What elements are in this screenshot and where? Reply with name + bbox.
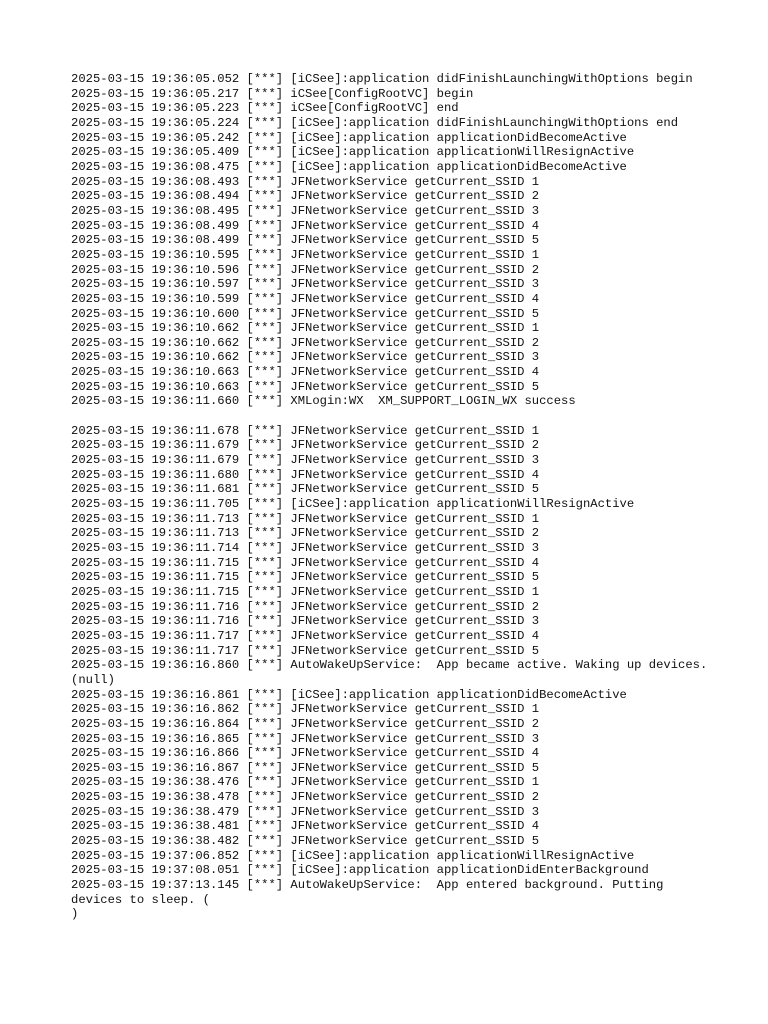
log-line: 2025-03-15 19:36:05.242 [***] [iCSee]:application applicationDidBecomeActive (71, 130, 627, 145)
log-line: 2025-03-15 19:36:08.475 [***] [iCSee]:application applicationDidBecomeActive (71, 159, 627, 174)
log-line: 2025-03-15 19:37:08.051 [***] [iCSee]:application applicationDidEnterBackground (71, 863, 649, 878)
log-line: 2025-03-15 19:36:10.599 [***] JFNetworkService getCurrent_SSID 4 (71, 291, 540, 306)
log-line: 2025-03-15 19:36:11.717 [***] JFNetworkService getCurrent_SSID 4 (71, 628, 540, 643)
log-line: 2025-03-15 19:36:10.662 [***] JFNetworkService getCurrent_SSID 1 (71, 321, 540, 336)
log-line: 2025-03-15 19:36:10.663 [***] JFNetworkService getCurrent_SSID 5 (71, 379, 540, 394)
log-line: 2025-03-15 19:36:05.224 [***] [iCSee]:application didFinishLaunchingWithOptions end (71, 115, 679, 130)
log-line: 2025-03-15 19:36:16.861 [***] [iCSee]:application applicationDidBecomeActive (71, 687, 627, 702)
log-line: 2025-03-15 19:36:16.862 [***] JFNetworkService getCurrent_SSID 1 (71, 702, 540, 717)
log-text-view (71, 72, 715, 922)
log-line: 2025-03-15 19:36:38.478 [***] JFNetworkService getCurrent_SSID 2 (71, 790, 540, 805)
log-line: 2025-03-15 19:36:11.716 [***] JFNetworkService getCurrent_SSID 2 (71, 599, 540, 614)
log-line: 2025-03-15 19:37:13.145 [***] AutoWakeUpService: App entered background. Putting devices to sleep. ( (71, 878, 671, 907)
log-line: 2025-03-15 19:36:05.217 [***] iCSee[ConfigRootVC] begin (71, 86, 474, 101)
log-line: ) (71, 907, 79, 922)
log-line: 2025-03-15 19:36:11.715 [***] JFNetworkService getCurrent_SSID 1 (71, 584, 540, 599)
log-line: 2025-03-15 19:36:16.866 [***] JFNetworkService getCurrent_SSID 4 (71, 746, 540, 761)
log-line: 2025-03-15 19:36:16.867 [***] JFNetworkService getCurrent_SSID 5 (71, 760, 540, 775)
log-line: 2025-03-15 19:36:11.716 [***] JFNetworkService getCurrent_SSID 3 (71, 614, 540, 629)
log-line: 2025-03-15 19:36:11.681 [***] JFNetworkService getCurrent_SSID 5 (71, 482, 540, 497)
log-line: 2025-03-15 19:37:06.852 [***] [iCSee]:application applicationWillResignActive (71, 848, 635, 863)
log-line: 2025-03-15 19:36:10.662 [***] JFNetworkService getCurrent_SSID 3 (71, 350, 540, 365)
log-line: 2025-03-15 19:36:11.679 [***] JFNetworkService getCurrent_SSID 2 (71, 438, 540, 453)
log-line: 2025-03-15 19:36:10.662 [***] JFNetworkService getCurrent_SSID 2 (71, 335, 540, 350)
log-line: 2025-03-15 19:36:05.223 [***] iCSee[ConfigRootVC] end (71, 101, 459, 116)
log-line: 2025-03-15 19:36:38.482 [***] JFNetworkService getCurrent_SSID 5 (71, 834, 540, 849)
log-line: 2025-03-15 19:36:08.494 [***] JFNetworkService getCurrent_SSID 2 (71, 189, 540, 204)
log-line: 2025-03-15 19:36:08.495 [***] JFNetworkService getCurrent_SSID 3 (71, 203, 540, 218)
log-line: 2025-03-15 19:36:08.493 [***] JFNetworkService getCurrent_SSID 1 (71, 174, 540, 189)
log-line: 2025-03-15 19:36:08.499 [***] JFNetworkService getCurrent_SSID 5 (71, 233, 540, 248)
log-line: 2025-03-15 19:36:11.713 [***] JFNetworkService getCurrent_SSID 1 (71, 511, 540, 526)
log-line: 2025-03-15 19:36:16.860 [***] AutoWakeUpService: App became active. Waking up devices. (null) (71, 658, 715, 687)
log-line: 2025-03-15 19:36:10.595 [***] JFNetworkService getCurrent_SSID 1 (71, 247, 540, 262)
log-line: 2025-03-15 19:36:11.680 [***] JFNetworkService getCurrent_SSID 4 (71, 467, 540, 482)
log-line: 2025-03-15 19:36:05.409 [***] [iCSee]:application applicationWillResignActive (71, 145, 635, 160)
log-line: 2025-03-15 19:36:10.663 [***] JFNetworkService getCurrent_SSID 4 (71, 365, 540, 380)
log-line: 2025-03-15 19:36:11.717 [***] JFNetworkService getCurrent_SSID 5 (71, 643, 540, 658)
log-line: 2025-03-15 19:36:10.597 [***] JFNetworkService getCurrent_SSID 3 (71, 277, 540, 292)
log-line: 2025-03-15 19:36:11.705 [***] [iCSee]:application applicationWillResignActive (71, 497, 635, 512)
log-line: 2025-03-15 19:36:38.476 [***] JFNetworkService getCurrent_SSID 1 (71, 775, 540, 790)
log-line: 2025-03-15 19:36:10.600 [***] JFNetworkService getCurrent_SSID 5 (71, 306, 540, 321)
log-line: 2025-03-15 19:36:16.864 [***] JFNetworkService getCurrent_SSID 2 (71, 716, 540, 731)
log-line: 2025-03-15 19:36:16.865 [***] JFNetworkService getCurrent_SSID 3 (71, 731, 540, 746)
log-line: 2025-03-15 19:36:05.052 [***] [iCSee]:application didFinishLaunchingWithOptions begin (71, 72, 693, 86)
log-line: 2025-03-15 19:36:11.714 [***] JFNetworkService getCurrent_SSID 3 (71, 540, 540, 555)
blank-line (71, 409, 711, 424)
log-line: 2025-03-15 19:36:11.715 [***] JFNetworkService getCurrent_SSID 5 (71, 570, 540, 585)
log-line: 2025-03-15 19:36:11.678 [***] JFNetworkService getCurrent_SSID 1 (71, 423, 540, 438)
log-line: 2025-03-15 19:36:11.715 [***] JFNetworkService getCurrent_SSID 4 (71, 555, 540, 570)
log-line: 2025-03-15 19:36:11.679 [***] JFNetworkService getCurrent_SSID 3 (71, 453, 540, 468)
log-line: 2025-03-15 19:36:08.499 [***] JFNetworkService getCurrent_SSID 4 (71, 218, 540, 233)
log-line: 2025-03-15 19:36:38.481 [***] JFNetworkService getCurrent_SSID 4 (71, 819, 540, 834)
log-line: 2025-03-15 19:36:38.479 [***] JFNetworkService getCurrent_SSID 3 (71, 804, 540, 819)
log-line: 2025-03-15 19:36:11.713 [***] JFNetworkService getCurrent_SSID 2 (71, 526, 540, 541)
log-line: 2025-03-15 19:36:10.596 [***] JFNetworkService getCurrent_SSID 2 (71, 262, 540, 277)
log-line: 2025-03-15 19:36:11.660 [***] XMLogin:WX XM_SUPPORT_LOGIN_WX success (71, 394, 576, 409)
